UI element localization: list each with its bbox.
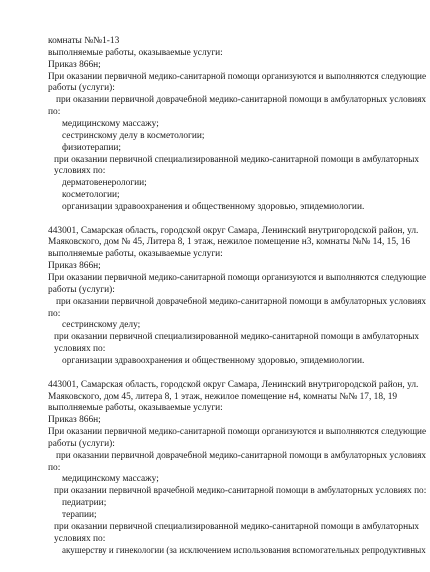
text-line: Маяковского, дом 45, литера 8, 1 этаж, нежилое помещение н4, комнаты №№ 17, 18, 19 <box>48 391 398 402</box>
text-line: по: <box>48 462 61 473</box>
text-line: При оказании первичной медико-санитарной помощи организуются и выполняются следующие <box>48 273 427 283</box>
text-line: условиях по: <box>54 344 106 355</box>
text-line: медицинскому массажу; <box>62 119 159 129</box>
text-line: дерматовенерологии; <box>62 178 147 189</box>
text-line: при оказании первичной специализированной медико-санитарной помощи в амбулаторных <box>54 154 420 165</box>
text-line: по: <box>48 308 61 319</box>
text-line: Приказ 866н; <box>48 59 101 70</box>
text-line: работы (услуги): <box>48 83 115 94</box>
text-line: по: <box>48 107 61 118</box>
text-line: организации здравоохранения и общественному здоровью, эпидемиологии. <box>62 355 365 366</box>
text-line: организации здравоохранения и общественному здоровью, эпидемиологии. <box>62 201 365 212</box>
text-line: При оказании первичной медико-санитарной помощи организуются и выполняются следующие <box>48 71 427 82</box>
text-line: выполняемые работы, оказываемые услуги: <box>48 249 223 260</box>
text-line: комнаты №№1-13 <box>48 36 120 46</box>
text-line: при оказании первичной специализированной медико-санитарной помощи в амбулаторных <box>54 521 420 532</box>
text-line: сестринскому делу в косметологии; <box>62 130 205 141</box>
text-line: выполняемые работы, оказываемые услуги: <box>48 403 223 414</box>
text-line: медицинскому массажу; <box>62 474 159 485</box>
text-line: при оказании первичной доврачебной медико-санитарной помощи в амбулаторных условиях <box>56 450 427 461</box>
text-line: при оказании первичной доврачебной медико-санитарной помощи в амбулаторных условиях <box>56 296 427 307</box>
text-line: педиатрии; <box>62 498 107 509</box>
text-line: при оказании первичной врачебной медико-санитарной помощи в амбулаторных условиях по: <box>54 486 427 497</box>
text-line: условиях по: <box>54 166 106 177</box>
text-line: работы (услуги): <box>48 284 115 295</box>
text-line: сестринскому делу; <box>62 320 141 331</box>
text-line: работы (услуги): <box>48 438 115 449</box>
text-line: Приказ 866н; <box>48 261 101 272</box>
text-line: 443001, Самарская область, городской округ Самара, Ленинский внутригородской район, ул. <box>48 225 419 236</box>
text-line: Маяковского, дом № 45, Литера 8, 1 этаж, нежилое помещение н3, комнаты №№ 14, 15, 16 <box>48 237 411 248</box>
text-line: акушерству и гинекологии (за исключением использования вспомогательных репродуктивных <box>62 545 426 556</box>
text-line: выполняемые работы, оказываемые услуги: <box>48 47 223 58</box>
text-line: физиотерапии; <box>62 142 122 153</box>
text-line: При оказании первичной медико-санитарной помощи организуются и выполняются следующие <box>48 427 427 438</box>
text-line: терапии; <box>62 510 97 520</box>
text-line: условиях по: <box>54 533 106 544</box>
text-line: косметологии; <box>62 190 120 200</box>
text-line: Приказ 866н; <box>48 415 101 426</box>
text-line: при оказании первичной доврачебной медико-санитарной помощи в амбулаторных условиях <box>56 95 427 106</box>
text-line: при оказании первичной специализированной медико-санитарной помощи в амбулаторных <box>54 332 420 343</box>
text-line: 443001, Самарская область, городской округ Самара, Ленинский внутригородской район, ул. <box>48 379 419 390</box>
